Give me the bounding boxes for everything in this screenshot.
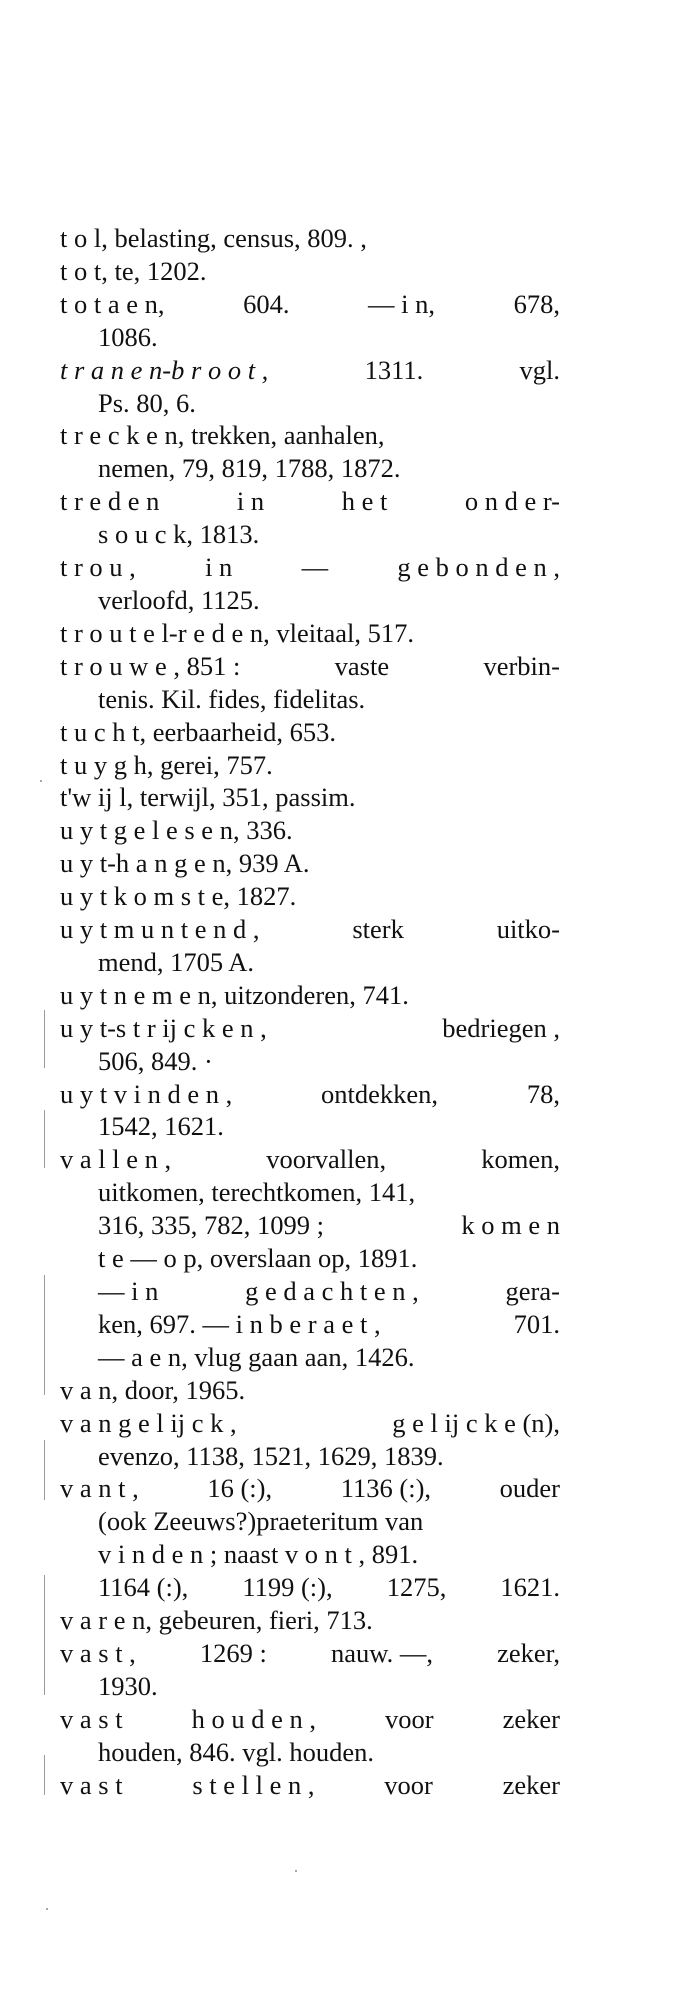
entry-continuation-line [60,1110,560,1143]
entry-text: , gebeuren, fieri, 713. [145,1605,373,1636]
entry-text: t r o u t e l-r e d e n [60,617,264,648]
entry-text: gera- [505,1276,560,1306]
entry-text: h e t [341,486,388,517]
entry-text: 1621. [500,1572,560,1603]
entry-head-line [60,1703,560,1736]
entry-head-line [60,1012,560,1045]
glossary-entry [60,814,560,847]
entry-head-line [60,485,560,518]
entry-text: ouder [499,1473,560,1504]
glossary-entry [60,1078,560,1144]
margin-mark [44,1440,45,1500]
entry-text: uitko- [496,914,560,945]
entry-head-line [60,716,560,749]
entry-text: u y t-s t r ij c k e n , [60,1012,267,1043]
entry-continuation-line [60,518,560,551]
entry-head-line [60,1769,560,1802]
entry-head-line [60,288,560,321]
entry-text: v a s t [60,1703,123,1734]
entry-text: 1930. [98,1670,158,1701]
glossary-entry [60,255,560,288]
entry-continuation-line [60,1571,560,1604]
margin-mark [44,1110,45,1168]
entry-continuation-line [60,1341,560,1374]
entry-text: 1542, 1621. [98,1111,224,1142]
entry-head-line [60,880,560,913]
glossary-entry [60,419,560,485]
margin-mark [44,1275,45,1395]
entry-text: u y t m u n t e n d , [60,914,260,945]
entry-head-line [60,1374,560,1407]
entry-text: v a s t [60,1769,123,1800]
entry-continuation-line [60,387,560,420]
entry-continuation-line [60,1505,560,1538]
entry-head-line [60,650,560,683]
entry-text: 678, [513,288,560,319]
entry-text: , vleitaal, 517. [263,617,414,648]
entry-text: u y t-h a n g e n [60,848,226,879]
entry-text: vaste [334,650,390,681]
margin-mark [44,1755,45,1795]
margin-mark [44,1575,45,1695]
entry-text: voor [385,1703,434,1734]
glossary-entry [60,551,560,617]
entry-head-line [60,617,560,650]
entry-text: 701. [513,1308,560,1339]
entry-text: 1269 : [199,1637,267,1668]
entry-text: i n [236,486,265,517]
entry-head-line [60,419,560,452]
entry-text: verloofd, 1125. [98,584,260,615]
entry-text: v a s t , [60,1637,136,1668]
entry-text: t'w ij l [60,782,127,813]
entry-text: , 1813. [186,519,260,550]
glossary-entry [60,1637,560,1703]
entry-text: v a n g e l ij c k , [60,1407,237,1438]
entry-text: nauw. —, [330,1637,433,1668]
entry-text: 316, 335, 782, 1099 ; [98,1210,324,1241]
entry-text: k o m e n [461,1210,560,1241]
glossary-entry [60,979,560,1012]
entry-text: v a n [60,1374,112,1405]
entry-text: , uitzonderen, 741. [210,979,409,1010]
entry-text: houden, 846. vgl. houden. [98,1736,375,1767]
entry-text: v a n t , [60,1473,139,1504]
entry-text: , 336. [232,815,293,846]
scan-speck [46,1908,48,1910]
entry-text: (ook Zeeuws?)praeteritum van [98,1506,424,1537]
entry-text: , belasting, census, 809. , [101,223,367,253]
glossary-entry [60,880,560,913]
entry-text: u y t g e l e s e n [60,815,233,846]
margin-mark [44,1010,45,1068]
entry-text: t r o u w e , 851 : [60,650,241,681]
entry-head-line [60,847,560,880]
entry-text: vgl. [519,354,560,385]
entry-continuation-line [60,1242,560,1275]
entry-text: 1311. [364,354,424,385]
entry-text: t u y g h [60,749,147,780]
entry-head-line [60,1472,560,1505]
entry-head-line [60,781,560,814]
entry-head-line [60,814,560,847]
scan-speck [40,780,42,782]
entry-text: t o l [60,223,102,253]
entry-continuation-line [60,1308,560,1341]
entry-continuation-line [60,946,560,979]
entry-text: , 939 A. [225,848,310,879]
entry-text: t e — o p [98,1243,197,1274]
entry-text: nemen, 79, 819, 1788, 1872. [98,453,401,484]
entry-head-line [60,979,560,1012]
entry-continuation-line [60,1045,560,1078]
glossary-entry [60,288,560,354]
entry-continuation-line [60,452,560,485]
glossary-entry [60,716,560,749]
entry-text: 604. [243,288,290,319]
entry-text: ken, 697. — i n b e r a e t , [98,1308,381,1339]
glossary-entry [60,1012,560,1078]
entry-text: bedriegen , [442,1012,560,1043]
entry-text: , vlug gaan aan, 1426. [181,1341,415,1372]
glossary-entry [60,1703,560,1769]
entry-text: s t e l l e n , [192,1769,315,1800]
entry-text: voorvallen, [266,1144,387,1175]
entry-text: , door, 1965. [111,1374,246,1405]
entry-continuation-line [60,584,560,617]
entry-text: — i n [98,1276,159,1306]
entry-head-line [60,551,560,584]
entry-head-line [60,1078,560,1111]
entry-text: v a l l e n , [60,1144,172,1175]
entry-head-line [60,1143,560,1176]
entry-text: 1199 (:), [242,1572,333,1603]
entry-text: v a r e n [60,1605,146,1636]
glossary-entry [60,354,560,420]
entry-text: g e l ij c k e (n), [392,1407,560,1438]
entry-text: 78, [526,1078,560,1109]
entry-text: g e d a c h t e n , [245,1276,419,1306]
entry-text: t o t a e n, [60,288,165,319]
entry-head-line [60,749,560,782]
entry-text: 1275, [386,1572,447,1603]
entry-text: ontdekken, [321,1078,439,1109]
entry-text: 1086. [98,321,158,352]
glossary-entry [60,913,560,979]
entry-text: — a e n [98,1341,182,1372]
entry-text: tenis. Kil. fides, fidelitas. [98,683,366,714]
entry-head-line [60,255,560,288]
entry-continuation-line [60,1736,560,1769]
entry-head-line [60,222,560,255]
entry-text: g e b o n d e n , [397,552,560,583]
entry-text: uitkomen, terechtkomen, 141, [98,1177,416,1208]
glossary-entry [60,749,560,782]
glossary-entry [60,1374,560,1407]
entry-continuation-line [60,1440,560,1473]
entry-text: u y t k o m s t e [60,881,224,912]
entry-text: Ps. 80, 6. [98,387,196,418]
entry-text: — [301,552,329,583]
entry-text: v i n d e n ; naast v o n t , 891. [98,1539,419,1570]
entry-head-line [60,354,560,387]
entry-continuation-line [60,683,560,716]
entry-text: zeker [502,1703,560,1734]
glossary-entry [60,847,560,880]
entry-text: , eerbaarheid, 653. [139,716,336,747]
entry-text: komen, [481,1144,560,1175]
entry-text: h o u d e n , [191,1703,316,1734]
entry-head-line [60,1637,560,1670]
entry-text: , trekken, aanhalen, [177,420,385,451]
entry-text: t r o u , [60,552,136,583]
glossary-entry [60,1143,560,1373]
entry-continuation-line [60,321,560,354]
entry-head-line [60,1604,560,1637]
entry-text: t r e d e n [60,486,160,517]
entry-continuation-line [60,1209,560,1242]
entry-text: u y t v i n d e n , [60,1078,233,1109]
entry-text: t o t [60,255,102,286]
entry-text: , 1827. [223,881,297,912]
glossary-entry [60,1407,560,1473]
glossary-entry [60,781,560,814]
entry-text: t r e c k e n [60,420,178,451]
entry-continuation-line [60,1670,560,1703]
entry-text: zeker, [497,1637,560,1668]
glossary-entry [60,485,560,551]
entry-text: , overslaan op, 1891. [196,1243,418,1274]
entry-text: voor [384,1769,433,1800]
entry-text: 506, 849. · [98,1045,213,1076]
entry-text: u y t n e m e n [60,979,211,1010]
entry-text: 16 (:), [207,1473,273,1504]
entry-text: 1136 (:), [340,1473,432,1504]
entry-text: i n [205,552,233,583]
glossary-entry [60,222,560,255]
glossary-entry [60,1472,560,1604]
entry-text: , te, 1202. [101,255,207,286]
entry-text: , gerei, 757. [146,749,273,780]
entry-text: s o u c k [98,519,187,550]
entry-text: sterk [352,914,404,945]
entry-continuation-line [60,1275,560,1308]
entry-text: , terwijl, 351, passim. [126,782,356,813]
entry-text: mend, 1705 A. [98,946,255,977]
entry-text: o n d e r- [464,486,560,517]
entry-text: zeker [502,1769,560,1800]
entry-head-line [60,913,560,946]
entry-continuation-line [60,1176,560,1209]
entry-text: — i n, [368,288,436,319]
entry-continuation-line [60,1538,560,1571]
entry-text: evenzo, 1138, 1521, 1629, 1839. [98,1440,444,1471]
glossary-entry [60,650,560,716]
entry-text: t u c h t [60,716,140,747]
scan-speck [295,1870,297,1872]
glossary-entry [60,1604,560,1637]
entry-head-line [60,1407,560,1440]
glossary-entries [60,222,560,1802]
entry-text: verbin- [483,650,560,681]
entry-text: t r a n e n-b r o o t , [60,354,269,385]
entry-text: 1164 (:), [98,1572,189,1603]
glossary-entry [60,617,560,650]
glossary-entry [60,1769,560,1802]
